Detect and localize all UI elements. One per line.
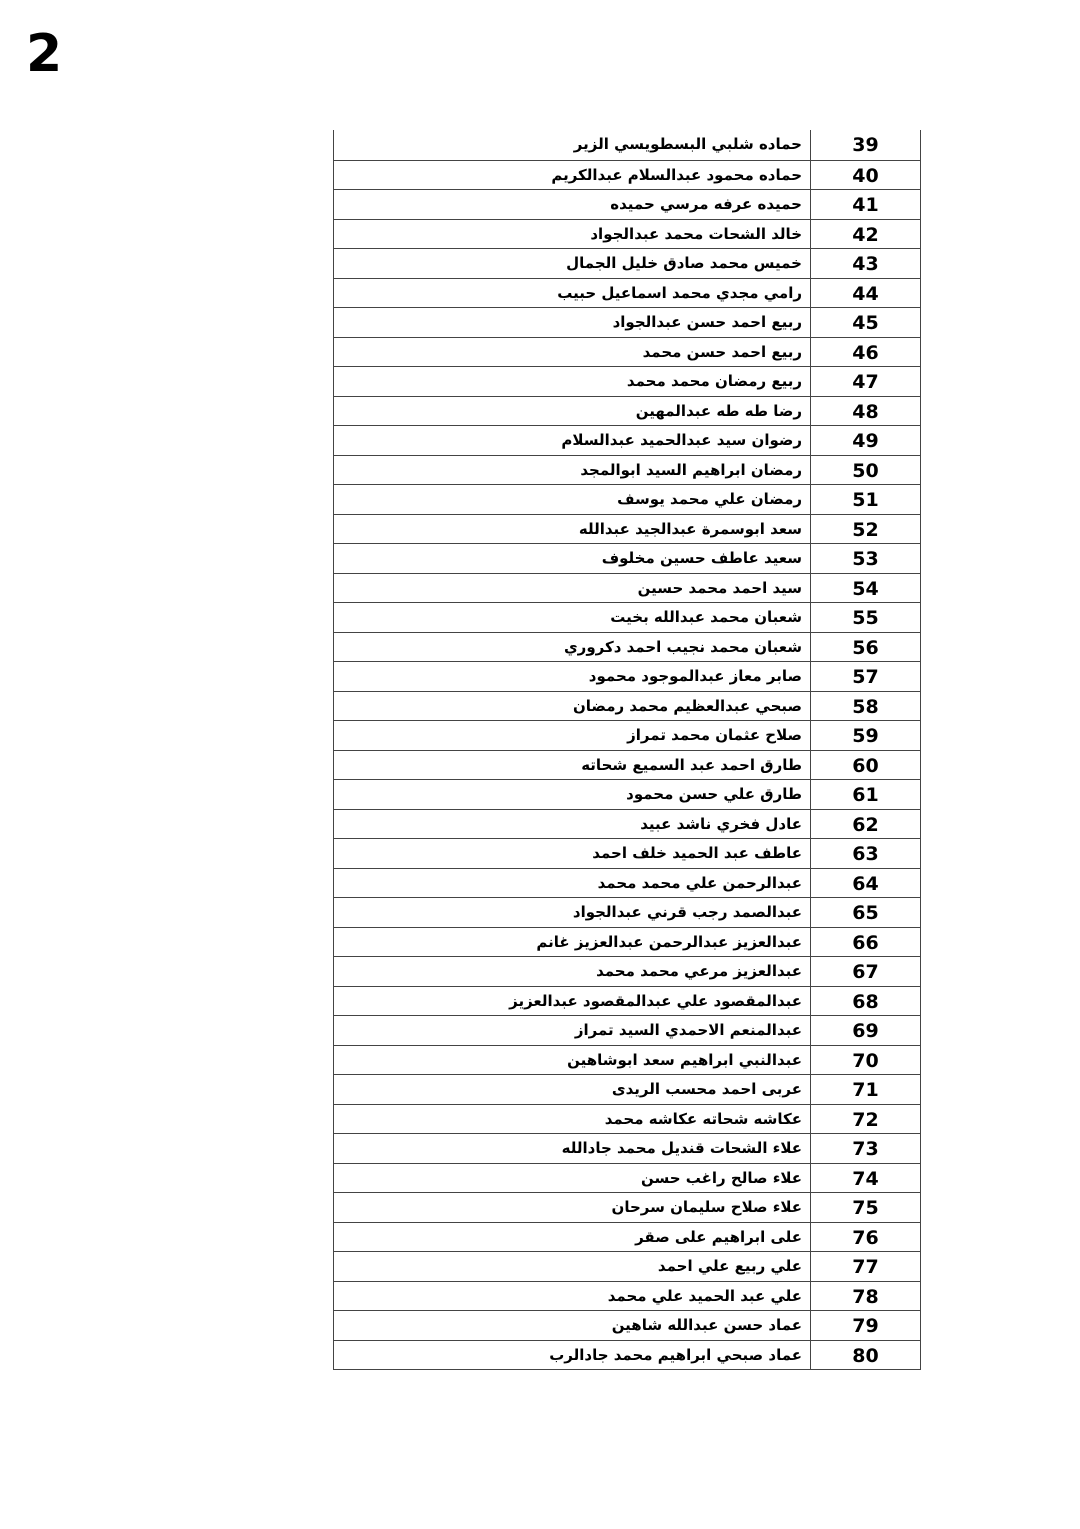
number-cell: 69: [852, 1020, 879, 1042]
name-cell: علي ربيع علي احمد: [334, 1252, 811, 1281]
name-cell: ربيع احمد حسن عبدالجواد: [334, 308, 811, 337]
table-row: [334, 720, 920, 750]
name-cell: سيد احمد محمد حسين: [334, 574, 811, 603]
table-row: [334, 838, 920, 868]
name-cell: عربى احمد محسب الريدى: [334, 1075, 811, 1104]
table-row: [334, 1133, 920, 1163]
table-row: [334, 1074, 920, 1104]
name-cell: عاطف عبد الحميد خلف احمد: [334, 839, 811, 868]
number-cell: 49: [852, 430, 879, 452]
name-cell: صلاح عثمان محمد تمراز: [334, 721, 811, 750]
name-cell: سعيد عاطف حسين مخلوف: [334, 544, 811, 573]
number-cell: 78: [852, 1285, 879, 1308]
table-row: [334, 632, 920, 662]
number-cell: 58: [852, 695, 879, 718]
name-cell: طارق احمد عبد السميع شحاته: [334, 751, 811, 780]
name-cell: عبدالصمد رجب قرني عبدالجواد: [334, 898, 811, 927]
name-cell: عبدالعزيز مرعي محمد محمد: [334, 957, 811, 986]
name-cell: رضوان سيد عبدالحميد عبدالسلام: [334, 426, 811, 455]
table-row: [334, 425, 920, 455]
table-row: [334, 1222, 920, 1252]
name-cell: عماد حسن عبدالله شاهين: [334, 1311, 811, 1340]
number-cell: 74: [852, 1167, 879, 1190]
name-cell: علاء الشحات قنديل محمد جادالله: [334, 1134, 811, 1163]
number-cell: 72: [852, 1108, 879, 1131]
number-cell: 65: [852, 902, 879, 924]
name-cell: سعد ابوسمرة عبدالجيد عبدالله: [334, 515, 811, 544]
name-cell: علاء صلاح سليمان سرحان: [334, 1193, 811, 1222]
table-row: [334, 809, 920, 839]
table-row: [334, 248, 920, 278]
number-cell: 54: [852, 577, 879, 600]
number-cell: 63: [852, 843, 879, 865]
name-cell: حماده محمود عبدالسلام عبدالكريم: [334, 161, 811, 190]
number-cell: 67: [852, 961, 879, 983]
table-row: [334, 750, 920, 780]
table-row: [334, 1281, 920, 1311]
table-row: [334, 1251, 920, 1281]
number-cell: 59: [852, 725, 879, 747]
name-cell: رمضان ابراهيم السيد ابوالمجد: [334, 456, 811, 485]
name-cell: عبدالعزيز عبدالرحمن عبدالعزيز غانم: [334, 928, 811, 957]
name-cell: عبدالمنعم الاحمدي السيد تمراز: [334, 1016, 811, 1045]
number-cell: 80: [852, 1344, 879, 1367]
name-cell: حميده عرفه مرسي حميده: [334, 190, 811, 219]
table-row: [334, 366, 920, 396]
number-cell: 52: [852, 518, 879, 541]
table-row: [334, 278, 920, 308]
table-row: [334, 189, 920, 219]
name-cell: عماد صبحي ابراهيم محمد جادالرب: [334, 1341, 811, 1370]
number-cell: 44: [852, 282, 879, 305]
table-row: [334, 868, 920, 898]
number-cell: 41: [852, 194, 879, 216]
number-cell: 75: [852, 1197, 879, 1219]
table-row: [334, 1340, 920, 1370]
name-cell: خميس محمد صادق خليل الجمال: [334, 249, 811, 278]
name-cell: حماده شلبي البسطويسي الزير: [334, 130, 811, 160]
number-cell: 79: [852, 1315, 879, 1337]
name-cell: رضا طه طه عبدالمهين: [334, 397, 811, 426]
table-row: [334, 160, 920, 190]
table-row: [334, 573, 920, 603]
name-cell: عبدالرحمن علي محمد محمد: [334, 869, 811, 898]
number-cell: 77: [852, 1256, 879, 1278]
table-row: [334, 307, 920, 337]
table-row: [334, 779, 920, 809]
number-cell: 62: [852, 813, 879, 836]
number-cell: 68: [852, 990, 879, 1013]
number-cell: 45: [852, 312, 879, 334]
table-row: [334, 337, 920, 367]
number-cell: 61: [852, 784, 879, 806]
name-cell: عكاشه شحاته عكاشه محمد: [334, 1105, 811, 1134]
table-row: [334, 455, 920, 485]
name-cell: صبحي عبدالعظيم محمد رمضان: [334, 692, 811, 721]
number-cell: 66: [852, 931, 879, 954]
table-row: [334, 927, 920, 957]
table-row: [334, 602, 920, 632]
number-cell: 76: [852, 1226, 879, 1249]
number-cell: 64: [852, 872, 879, 895]
number-cell: 40: [852, 164, 879, 187]
table-row: [334, 484, 920, 514]
table-row: [334, 1310, 920, 1340]
table-row: [334, 661, 920, 691]
number-cell: 48: [852, 400, 879, 423]
number-cell: 57: [852, 666, 879, 688]
number-cell: 53: [852, 548, 879, 570]
table-row: [334, 543, 920, 573]
number-cell: 42: [852, 223, 879, 246]
table-row: [334, 986, 920, 1016]
number-cell: 43: [852, 253, 879, 275]
number-cell: 73: [852, 1138, 879, 1160]
number-cell: 71: [852, 1079, 879, 1101]
name-cell: رامي مجدي محمد اسماعيل حبيب: [334, 279, 811, 308]
name-cell: شعبان محمد عبدالله بخيت: [334, 603, 811, 632]
name-cell: عادل فخري ناشد عبيد: [334, 810, 811, 839]
name-cell: علاء صالح راغب حسن: [334, 1164, 811, 1193]
number-cell: 50: [852, 459, 879, 482]
number-cell: 47: [852, 371, 879, 393]
name-cell: علي عبد الحميد علي محمد: [334, 1282, 811, 1311]
table-row: [334, 514, 920, 544]
number-cell: 60: [852, 754, 879, 777]
name-cell: عبدالنبي ابراهيم سعد ابوشاهين: [334, 1046, 811, 1075]
table-row: [334, 1015, 920, 1045]
table-row: [334, 691, 920, 721]
number-cell: 56: [852, 636, 879, 659]
names-table: [333, 130, 921, 1370]
page-number: 2: [26, 24, 63, 84]
number-cell: 55: [852, 607, 879, 629]
number-cell: 46: [852, 341, 879, 364]
number-cell: 39: [852, 134, 879, 156]
name-cell: ربيع احمد حسن محمد: [334, 338, 811, 367]
name-cell: طارق علي حسن محمود: [334, 780, 811, 809]
name-cell: شعبان محمد نجيب احمد دكروري: [334, 633, 811, 662]
table-row: [334, 1192, 920, 1222]
number-cell: 51: [852, 489, 879, 511]
name-cell: خالد الشحات محمد عبدالجواد: [334, 220, 811, 249]
number-cell: 70: [852, 1049, 879, 1072]
table-row: [334, 897, 920, 927]
table-row: [334, 1163, 920, 1193]
table-row: [334, 396, 920, 426]
table-row: [334, 1104, 920, 1134]
table-row: [334, 956, 920, 986]
table-row: [334, 219, 920, 249]
name-cell: صابر معاز عبدالموجود محمود: [334, 662, 811, 691]
name-cell: على ابراهيم على صقر: [334, 1223, 811, 1252]
name-cell: رمضان علي محمد يوسف: [334, 485, 811, 514]
table-row: [334, 1045, 920, 1075]
name-cell: ربيع رمضان محمد محمد: [334, 367, 811, 396]
name-cell: عبدالمقصود علي عبدالمقصود عبدالعزيز: [334, 987, 811, 1016]
table-row: [334, 130, 920, 160]
